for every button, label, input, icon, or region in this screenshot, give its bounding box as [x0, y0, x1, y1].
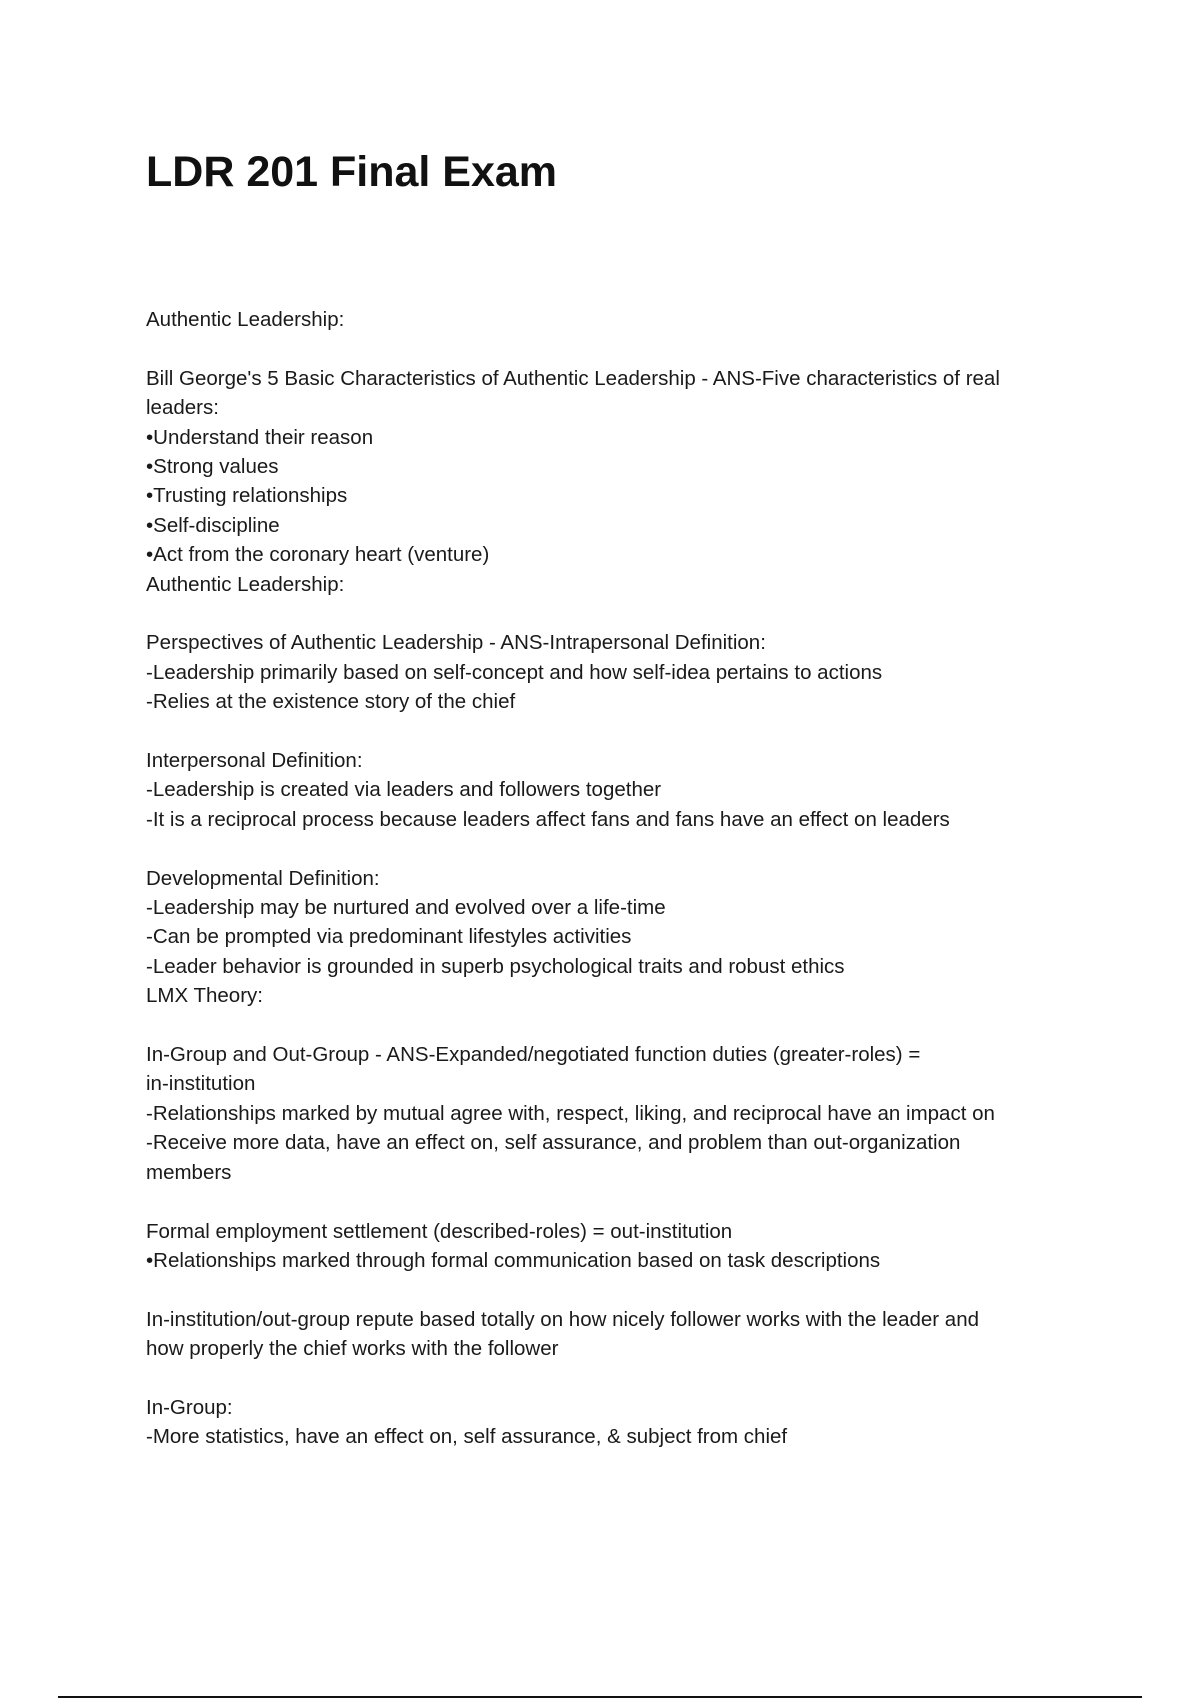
paragraph-gap [146, 334, 1086, 363]
paragraph-block [146, 628, 1086, 716]
paragraph-block [146, 1040, 1086, 1187]
paragraph-gap [146, 717, 1086, 746]
text-line: Authentic Leadership: [146, 308, 345, 331]
paragraph-gap [146, 1275, 1086, 1304]
paragraph-gap [146, 1011, 1086, 1040]
text-line: -Relies at the existence story of the chief [146, 690, 516, 714]
text-line: LMX Theory: [146, 984, 263, 1008]
paragraph-gap [146, 1187, 1086, 1216]
text-line: Interpersonal Definition: [146, 749, 363, 773]
text-line: -Can be prompted via predominant lifestyles activities [146, 925, 632, 949]
text-line: -Leadership may be nurtured and evolved over a life-time [146, 896, 666, 920]
paragraph-gap [146, 1364, 1086, 1393]
text-line: Formal employment settlement (described-roles) = out-institution [146, 1219, 733, 1243]
text-line: In-Group and Out-Group - ANS-Expanded/negotiated function duties (greater-roles) = [146, 1043, 921, 1067]
text-line: how properly the chief works with the follower [146, 1337, 559, 1361]
text-line: -It is a reciprocal process because leaders affect fans and fans have an effect on leaders [146, 807, 950, 831]
text-line: •Self-discipline [146, 513, 280, 537]
text-line: Bill George's 5 Basic Characteristics of Authentic Leadership - ANS-Five characteristics of real [146, 366, 1000, 390]
footer-divider [58, 1696, 1142, 1698]
text-line: -Leader behavior is grounded in superb psychological traits and robust ethics [146, 954, 845, 978]
document-title: LDR 201 Final Exam [146, 148, 558, 196]
paragraph-block [146, 1305, 1086, 1364]
text-line: Developmental Definition: [146, 866, 380, 890]
text-line: members [146, 1160, 232, 1184]
text-line: •Relationships marked through formal communication based on task descriptions [146, 1248, 881, 1272]
text-line: •Understand their reason [146, 425, 374, 449]
text-line: In-Group: [146, 1395, 233, 1419]
text-line: -Receive more data, have an effect on, self assurance, and problem than out-organization [146, 1131, 961, 1155]
paragraph-block [146, 746, 1086, 834]
text-line: -Relationships marked by mutual agree with, respect, liking, and reciprocal have an impact on [146, 1101, 995, 1125]
paragraph-gap [146, 834, 1086, 863]
text-line: •Trusting relationships [146, 484, 348, 508]
text-line: -Leadership is created via leaders and followers together [146, 778, 662, 802]
text-line: In-institution/out-group repute based totally on how nicely follower works with the leader and [146, 1307, 979, 1331]
paragraph-block [146, 1217, 1086, 1276]
text-line: Perspectives of Authentic Leadership - ANS-Intrapersonal Definition: [146, 631, 766, 655]
paragraph-gap [146, 599, 1086, 628]
paragraph-block [146, 364, 1086, 599]
text-line: •Strong values [146, 455, 279, 479]
text-line: -More statistics, have an effect on, self assurance, & subject from chief [146, 1425, 788, 1449]
paragraph-block [146, 1393, 1086, 1452]
document-body [146, 305, 1086, 1452]
paragraph-block [146, 305, 1086, 334]
text-line: -Leadership primarily based on self-concept and how self-idea pertains to actions [146, 660, 883, 684]
text-line: Authentic Leadership: [146, 572, 345, 596]
paragraph-block [146, 864, 1086, 1011]
text-line: •Act from the coronary heart (venture) [146, 543, 490, 567]
text-line: in-institution [146, 1072, 256, 1096]
text-line: leaders: [146, 396, 219, 420]
